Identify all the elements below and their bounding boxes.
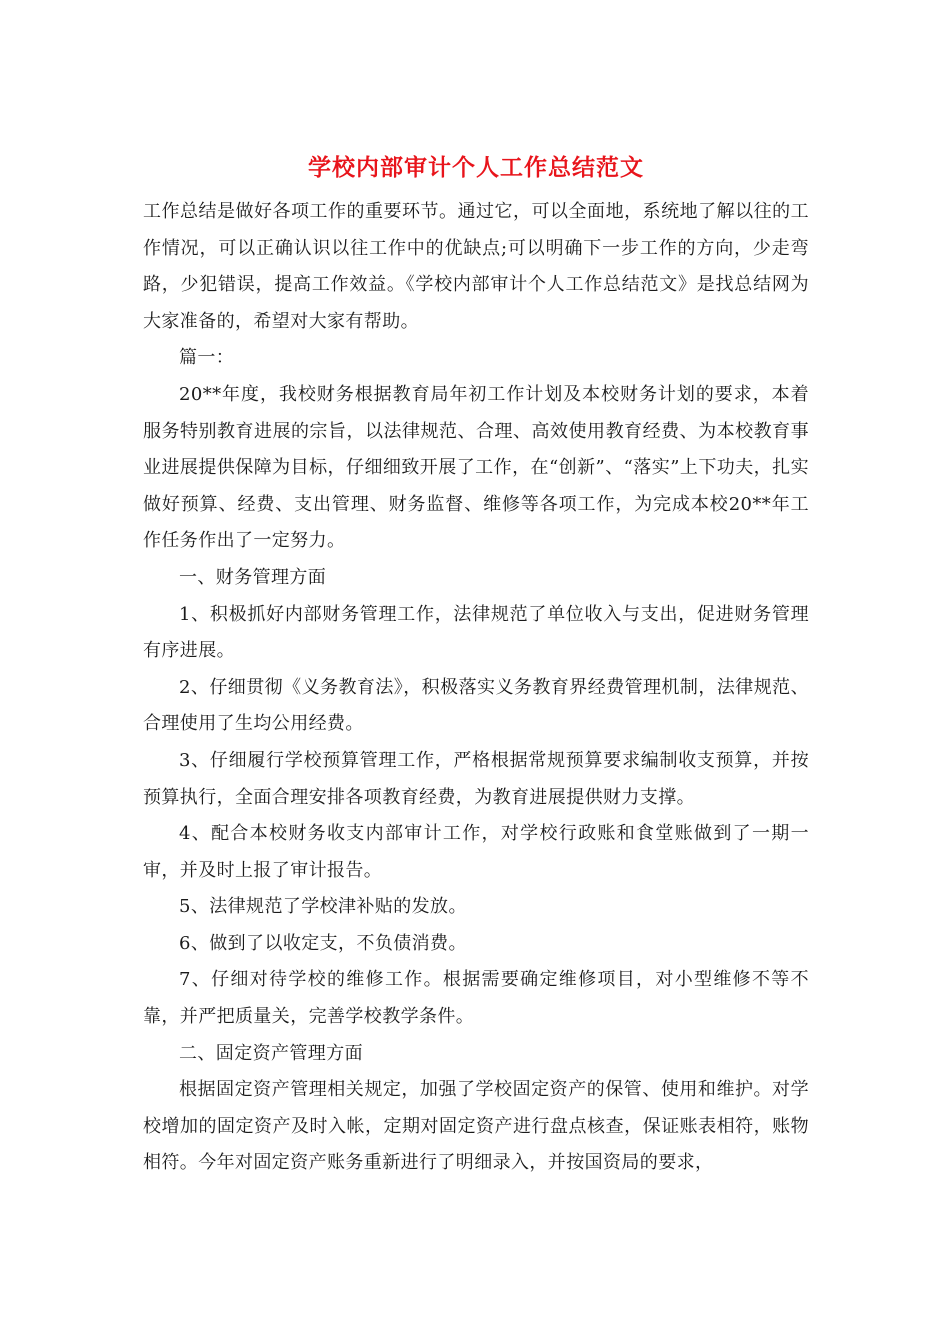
list-item-2: 2、仔细贯彻《义务教育法》，积极落实义务教育界经费管理机制，法律规范、合理使用了生均公用经费。	[143, 676, 809, 735]
document-body	[143, 148, 809, 1182]
section-label-part-one: 篇一：	[179, 347, 235, 369]
list-item-5: 5、法律规范了学校津补贴的发放。	[179, 896, 467, 918]
list-item-3: 3、仔细履行学校预算管理工作，严格根据常规预算要求编制收支预算，并按预算执行，全面合理安排各项教育经费，为教育进展提供财力支撑。	[143, 749, 809, 808]
list-item-1: 1、积极抓好内部财务管理工作，法律规范了单位收入与支出，促进财务管理有序进展。	[143, 603, 809, 662]
document-title: 学校内部审计个人工作总结范文	[308, 154, 644, 181]
list-item-6: 6、做到了以收定支，不负债消费。	[179, 932, 467, 954]
annual-overview-paragraph: 20**年度，我校财务根据教育局年初工作计划及本校财务计划的要求，本着服务特别教育进展的宗旨，以法律规范、合理、高效使用教育经费、为本校教育事业进展提供保障为目标，仔细细致开展了工作，在“创新”、“落实”上下功夫，扎实做好预算、经费、支出管理、财务监督、维修等各项工作，为完成本校20**年工作任务作出了一定努力。	[143, 383, 809, 552]
list-item-4: 4、配合本校财务收支内部审计工作，对学校行政账和食堂账做到了一期一审，并及时上报了审计报告。	[143, 823, 809, 881]
fixed-assets-paragraph: 根据固定资产管理相关规定，加强了学校固定资产的保管、使用和维护。对学校增加的固定资产及时入帐，定期对固定资产进行盘点核查，保证账表相符，账物相符。今年对固定资产账务重新进行了明细录入，并按国资局的要求，	[143, 1079, 809, 1174]
intro-paragraph: 工作总结是做好各项工作的重要环节。通过它，可以全面地，系统地了解以往的工作情况，可以正确认识以往工作中的优缺点;可以明确下一步工作的方向，少走弯路，少犯错误，提高工作效益。《学校内部审计个人工作总结范文》是找总结网为大家准备的，希望对大家有帮助。	[143, 201, 809, 332]
list-item-7: 7、仔细对待学校的维修工作。根据需要确定维修项目，对小型维修不等不靠，并严把质量关，完善学校教学条件。	[143, 969, 809, 1028]
heading-financial-management: 一、财务管理方面	[179, 566, 327, 588]
heading-fixed-assets: 二、固定资产管理方面	[179, 1042, 363, 1064]
